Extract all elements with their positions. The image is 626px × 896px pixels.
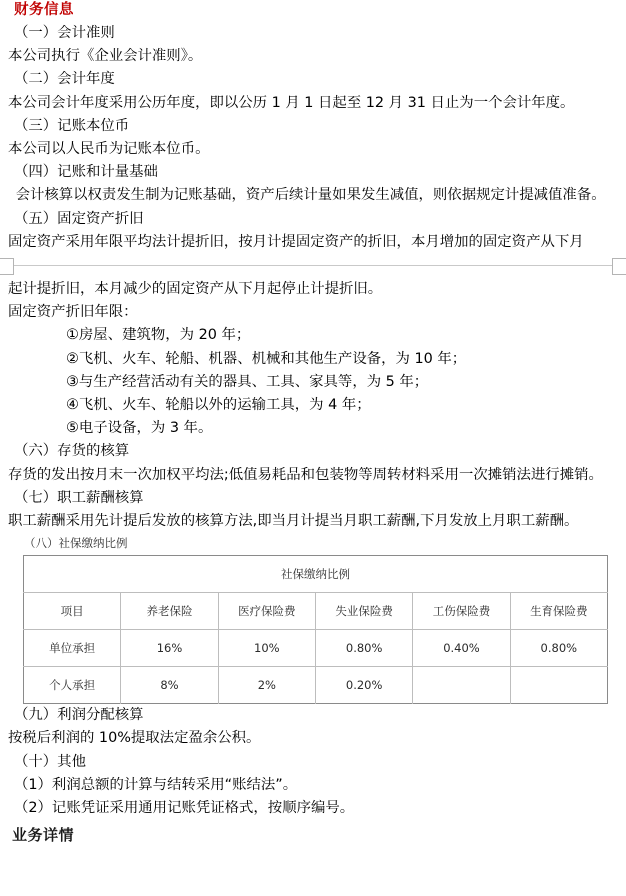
section-title: （九）利润分配核算 bbox=[14, 707, 144, 724]
paragraph: 存货的发出按月末一次加权平均法;低值易耗品和包装物等周转材料采用一次摊销法进行摊销。 bbox=[8, 466, 603, 483]
paragraph: 本公司会计年度采用公历年度，即以公历 1 月 1 日起至 12 月 31 日止为一个会计年度。 bbox=[8, 94, 575, 111]
table-cell: 2% bbox=[218, 667, 315, 704]
page-break-marker bbox=[8, 254, 618, 278]
table-cell: 0.80% bbox=[315, 630, 412, 667]
table-row bbox=[24, 667, 608, 704]
table-cell: 8% bbox=[121, 667, 218, 704]
section-title: （2）记账凭证采用通用记账凭证格式，按顺序编号。 bbox=[14, 800, 355, 817]
section-title: （1）利润总额的计算与结转采用“账结法”。 bbox=[14, 776, 298, 793]
section-title: （五）固定资产折旧 bbox=[14, 210, 144, 227]
table-cell: 16% bbox=[121, 630, 218, 667]
table-column-header: 养老保险 bbox=[121, 593, 218, 630]
list-item: ①房屋、建筑物，为 20 年； bbox=[66, 327, 251, 344]
section-title: （六）存货的核算 bbox=[14, 443, 130, 460]
paragraph: 按税后利润的 10%提取法定盈余公积。 bbox=[8, 730, 261, 747]
next-section-title: 业务详情 bbox=[12, 826, 75, 845]
section-title: （七）职工薪酬核算 bbox=[14, 489, 144, 506]
table-column-header: 项目 bbox=[24, 593, 121, 630]
table-cell bbox=[413, 667, 510, 704]
section-title: （十）其他 bbox=[14, 753, 86, 770]
social-insurance-table bbox=[23, 555, 608, 704]
table-column-header: 工伤保险费 bbox=[413, 593, 510, 630]
table-column-header: 失业保险费 bbox=[315, 593, 412, 630]
table-column-header: 医疗保险费 bbox=[218, 593, 315, 630]
table-header-row bbox=[24, 593, 608, 630]
table-title: 社保缴纳比例 bbox=[24, 556, 608, 593]
table-title-row bbox=[24, 556, 608, 593]
table-cell: 10% bbox=[218, 630, 315, 667]
section-title: （三）记账本位币 bbox=[14, 117, 130, 134]
table-cell: 0.40% bbox=[413, 630, 510, 667]
paragraph: 会计核算以权责发生制为记账基础，资产后续计量如果发生减值，则依据规定计提减值准备。 bbox=[11, 187, 606, 204]
page-break-handle-right bbox=[612, 258, 626, 275]
paragraph: 本公司以人民币为记账本位币。 bbox=[8, 141, 210, 158]
page-break-rule bbox=[8, 265, 618, 266]
list-item: ②飞机、火车、轮船、机器、机械和其他生产设备，为 10 年； bbox=[66, 350, 467, 367]
table-cell: 0.20% bbox=[315, 667, 412, 704]
table-column-header: 生育保险费 bbox=[510, 593, 607, 630]
section-title: （一）会计准则 bbox=[14, 25, 115, 41]
section-title: （四）记账和计量基础 bbox=[14, 164, 158, 181]
paragraph: 固定资产采用年限平均法计提折旧，按月计提固定资产的折旧，本月增加的固定资产从下月 bbox=[8, 233, 584, 250]
social-insurance-table-wrapper bbox=[23, 555, 608, 704]
list-item: ⑤电子设备，为 3 年。 bbox=[66, 420, 213, 437]
page-title: 财务信息 bbox=[14, 2, 74, 18]
document-page bbox=[0, 1, 626, 896]
table-cell bbox=[510, 667, 607, 704]
table-row-label: 个人承担 bbox=[24, 667, 121, 704]
page-break-handle-left bbox=[0, 258, 14, 275]
section-title: （二）会计年度 bbox=[14, 71, 115, 88]
list-item: ③与生产经营活动有关的器具、工具、家具等，为 5 年； bbox=[66, 373, 429, 390]
table-caption: （八）社保缴纳比例 bbox=[24, 536, 128, 551]
paragraph: 本公司执行《企业会计准则》。 bbox=[8, 48, 203, 65]
table-cell: 0.80% bbox=[510, 630, 607, 667]
paragraph: 固定资产折旧年限： bbox=[8, 304, 138, 321]
paragraph: 起计提折旧，本月减少的固定资产从下月起停止计提折旧。 bbox=[8, 281, 383, 298]
list-item: ④飞机、火车、轮船以外的运输工具，为 4 年； bbox=[66, 397, 371, 414]
document-body bbox=[8, 22, 618, 820]
paragraph: 职工薪酬采用先计提后发放的核算方法,即当月计提当月职工薪酬,下月发放上月职工薪酬。 bbox=[8, 513, 579, 530]
table-row-label: 单位承担 bbox=[24, 630, 121, 667]
table-row bbox=[24, 630, 608, 667]
